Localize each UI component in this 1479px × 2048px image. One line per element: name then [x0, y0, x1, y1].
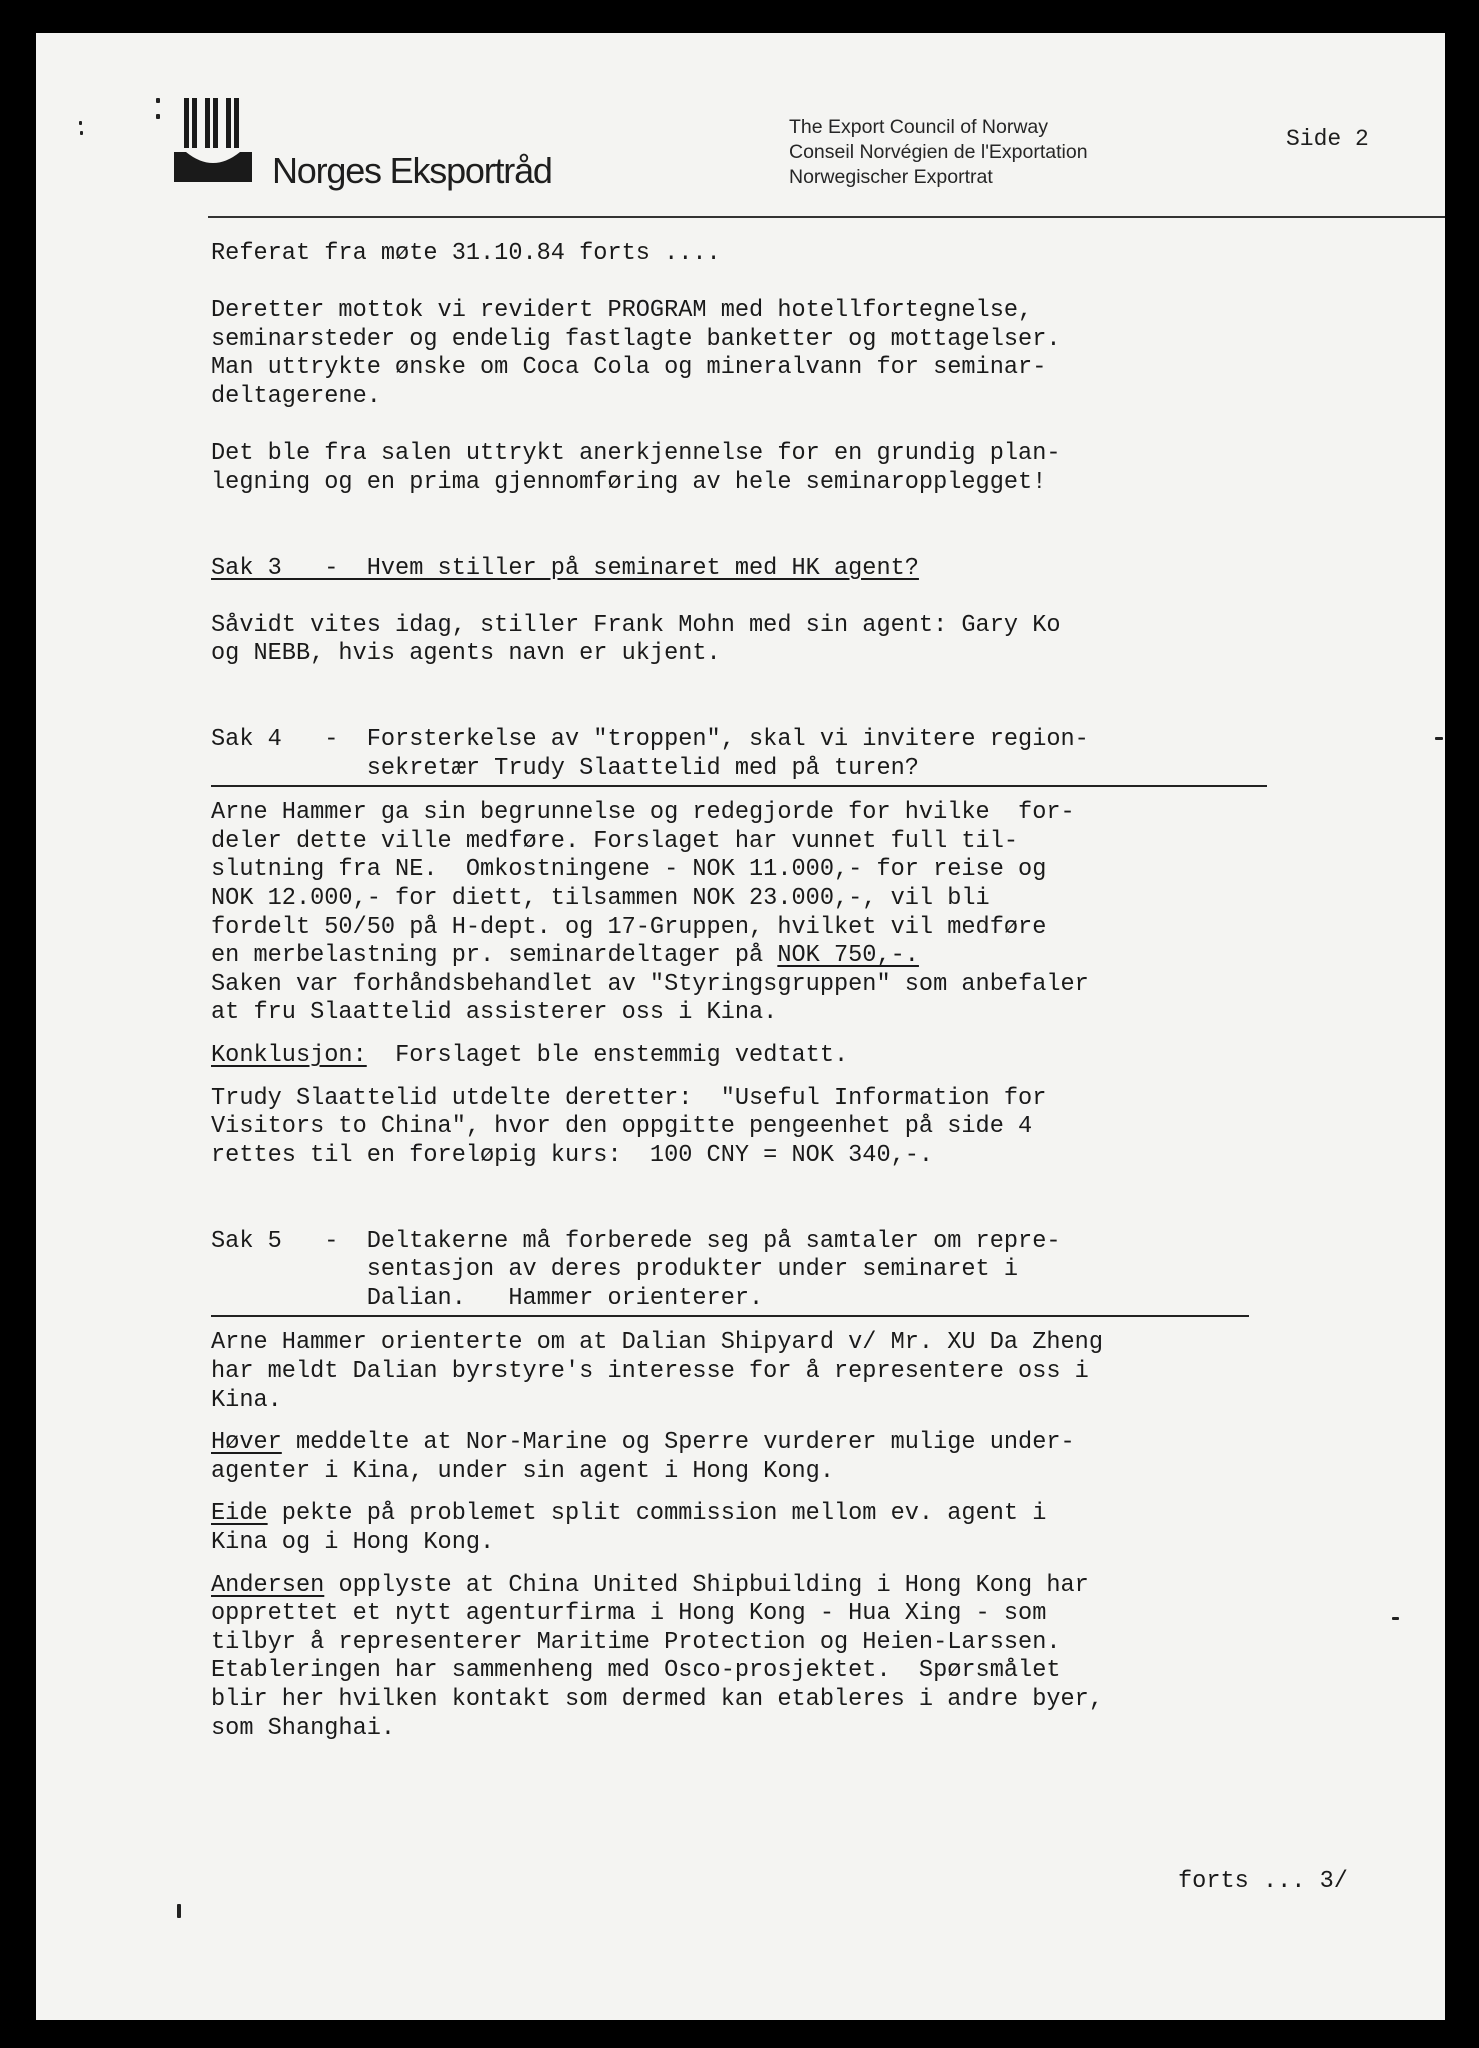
- continuation-note: forts ... 3/: [1178, 1868, 1348, 1895]
- scan-mark: [80, 131, 83, 135]
- sak5-heading-underline: [211, 1315, 1249, 1317]
- sak4-heading-line: Sak 4 - Forsterkelse av "troppen", skal vi invitere region-: [211, 726, 1089, 754]
- text-line: fordelt 50/50 på H-dept. og 17-Gruppen, hvilket vil medføre: [211, 913, 1047, 941]
- text-line: har meldt Dalian byrstyre's interesse for å representere oss i: [211, 1357, 1089, 1385]
- sak4-heading-underline: [211, 785, 1267, 787]
- sak3-heading: Sak 3 - Hvem stiller på seminaret med HK agent?: [211, 554, 919, 582]
- text-line: at fru Slaattelid assisterer oss i Kina.: [211, 999, 778, 1027]
- text-line: Etableringen har sammenheng med Osco-prosjektet. Spørsmålet: [211, 1657, 1061, 1685]
- speaker-name: Eide: [211, 1500, 268, 1528]
- scan-mark: [79, 121, 82, 125]
- document-body: [211, 240, 1267, 1743]
- council-name-fr: Conseil Norvégien de l'Exportation: [789, 141, 1088, 163]
- text-line: NOK 12.000,- for diett, tilsammen NOK 23.000,-, vil bli: [211, 885, 990, 913]
- text-line: Deretter mottok vi revidert PROGRAM med hotellfortegnelse,: [211, 297, 1033, 325]
- scan-mark: [156, 98, 160, 103]
- text-line: og NEBB, hvis agents navn er ukjent.: [211, 640, 721, 668]
- text-line: Kina og i Hong Kong.: [211, 1528, 495, 1556]
- text-line: Man uttrykte ønske om Coca Cola og mineralvann for seminar-: [211, 354, 1047, 382]
- text-fragment: pekte på problemet split commission mellom ev. agent i: [267, 1500, 1047, 1528]
- header-divider: [208, 216, 1445, 218]
- brand-name: Norges Eksportråd: [272, 150, 552, 191]
- speaker-name: Andersen: [211, 1571, 325, 1599]
- text-line: Trudy Slaattelid utdelte deretter: "Useful Information for: [211, 1084, 1047, 1112]
- text-line: som Shanghai.: [211, 1714, 396, 1742]
- text-line: legning og en prima gjennomføring av hele seminaropplegget!: [211, 468, 1047, 496]
- text-line: Saken var forhåndsbehandlet av "Styringsgruppen" som anbefaler: [211, 970, 1089, 998]
- text-line: tilbyr å representerer Maritime Protection og Heien-Larssen.: [211, 1628, 1061, 1656]
- text-line: deler dette ville medføre. Forslaget har vunnet full til-: [211, 827, 1019, 855]
- council-name-en: The Export Council of Norway: [789, 116, 1049, 138]
- text-line: blir her hvilken kontakt som dermed kan etableres i andre byer,: [211, 1685, 1103, 1713]
- text-line: [211, 1572, 1267, 1601]
- sak5-heading-line: Sak 5 - Deltakerne må forberede seg på samtaler om repre-: [211, 1227, 1061, 1255]
- page-number: Side 2: [1286, 126, 1369, 152]
- text-line: Arne Hammer ga sin begrunnelse og redegjorde for hvilke for-: [211, 799, 1075, 827]
- conclusion-text: Forslaget ble enstemmig vedtatt.: [366, 1042, 849, 1070]
- text-fragment: meddelte at Nor-Marine og Sperre vurderer mulige under-: [281, 1429, 1075, 1457]
- text-line: rettes til en foreløpig kurs: 100 CNY = NOK 340,-.: [211, 1141, 934, 1169]
- text-line: opprettet et nytt agenturfirma i Hong Kong - Hua Xing - som: [211, 1600, 1047, 1628]
- scan-mark: [177, 1904, 181, 1918]
- sak5-heading-line: sentasjon av deres produkter under seminaret i: [211, 1256, 1019, 1284]
- conclusion-line: [211, 1042, 1267, 1071]
- text-line: [211, 942, 1267, 971]
- text-fragment: opplyste at China United Shipbuilding i Hong Kong har: [324, 1571, 1089, 1599]
- conclusion-label: Konklusjon:: [211, 1042, 367, 1070]
- text-line: Kina.: [211, 1386, 282, 1414]
- amount-underlined: NOK 750,-.: [777, 942, 919, 970]
- text-line: deltagerene.: [211, 382, 381, 410]
- text-line: Såvidt vites idag, stiller Frank Mohn med sin agent: Gary Ko: [211, 611, 1061, 639]
- text-line: [211, 1429, 1267, 1458]
- text-line: agenter i Kina, under sin agent i Hong Kong.: [211, 1457, 834, 1485]
- text-line: Det ble fra salen uttrykt anerkjennelse for en grundig plan-: [211, 440, 1061, 468]
- speaker-name: Høver: [211, 1429, 282, 1457]
- sak4-heading-line: sekretær Trudy Slaattelid med på turen?: [211, 754, 919, 782]
- norges-eksportrad-logo: [172, 96, 254, 186]
- scan-mark: [1392, 1617, 1399, 1620]
- council-names: [789, 115, 1088, 190]
- text-line: Visitors to China", hvor den oppgitte pengeenhet på side 4: [211, 1113, 1033, 1141]
- text-fragment: en merbelastning pr. seminardeltager på: [211, 942, 778, 970]
- minutes-title: Referat fra møte 31.10.84 forts ....: [211, 240, 721, 267]
- text-line: seminarsteder og endelig fastlagte banketter og mottagelser.: [211, 325, 1061, 353]
- text-line: Arne Hammer orienterte om at Dalian Shipyard v/ Mr. XU Da Zheng: [211, 1329, 1103, 1357]
- scan-mark: [1435, 737, 1443, 740]
- text-line: [211, 1500, 1267, 1529]
- council-name-de: Norwegischer Exportrat: [789, 166, 993, 188]
- scan-mark: [156, 114, 160, 119]
- text-line: slutning fra NE. Omkostningene - NOK 11.000,- for reise og: [211, 856, 1047, 884]
- sak5-heading-line: Dalian. Hammer orienterer.: [211, 1284, 764, 1312]
